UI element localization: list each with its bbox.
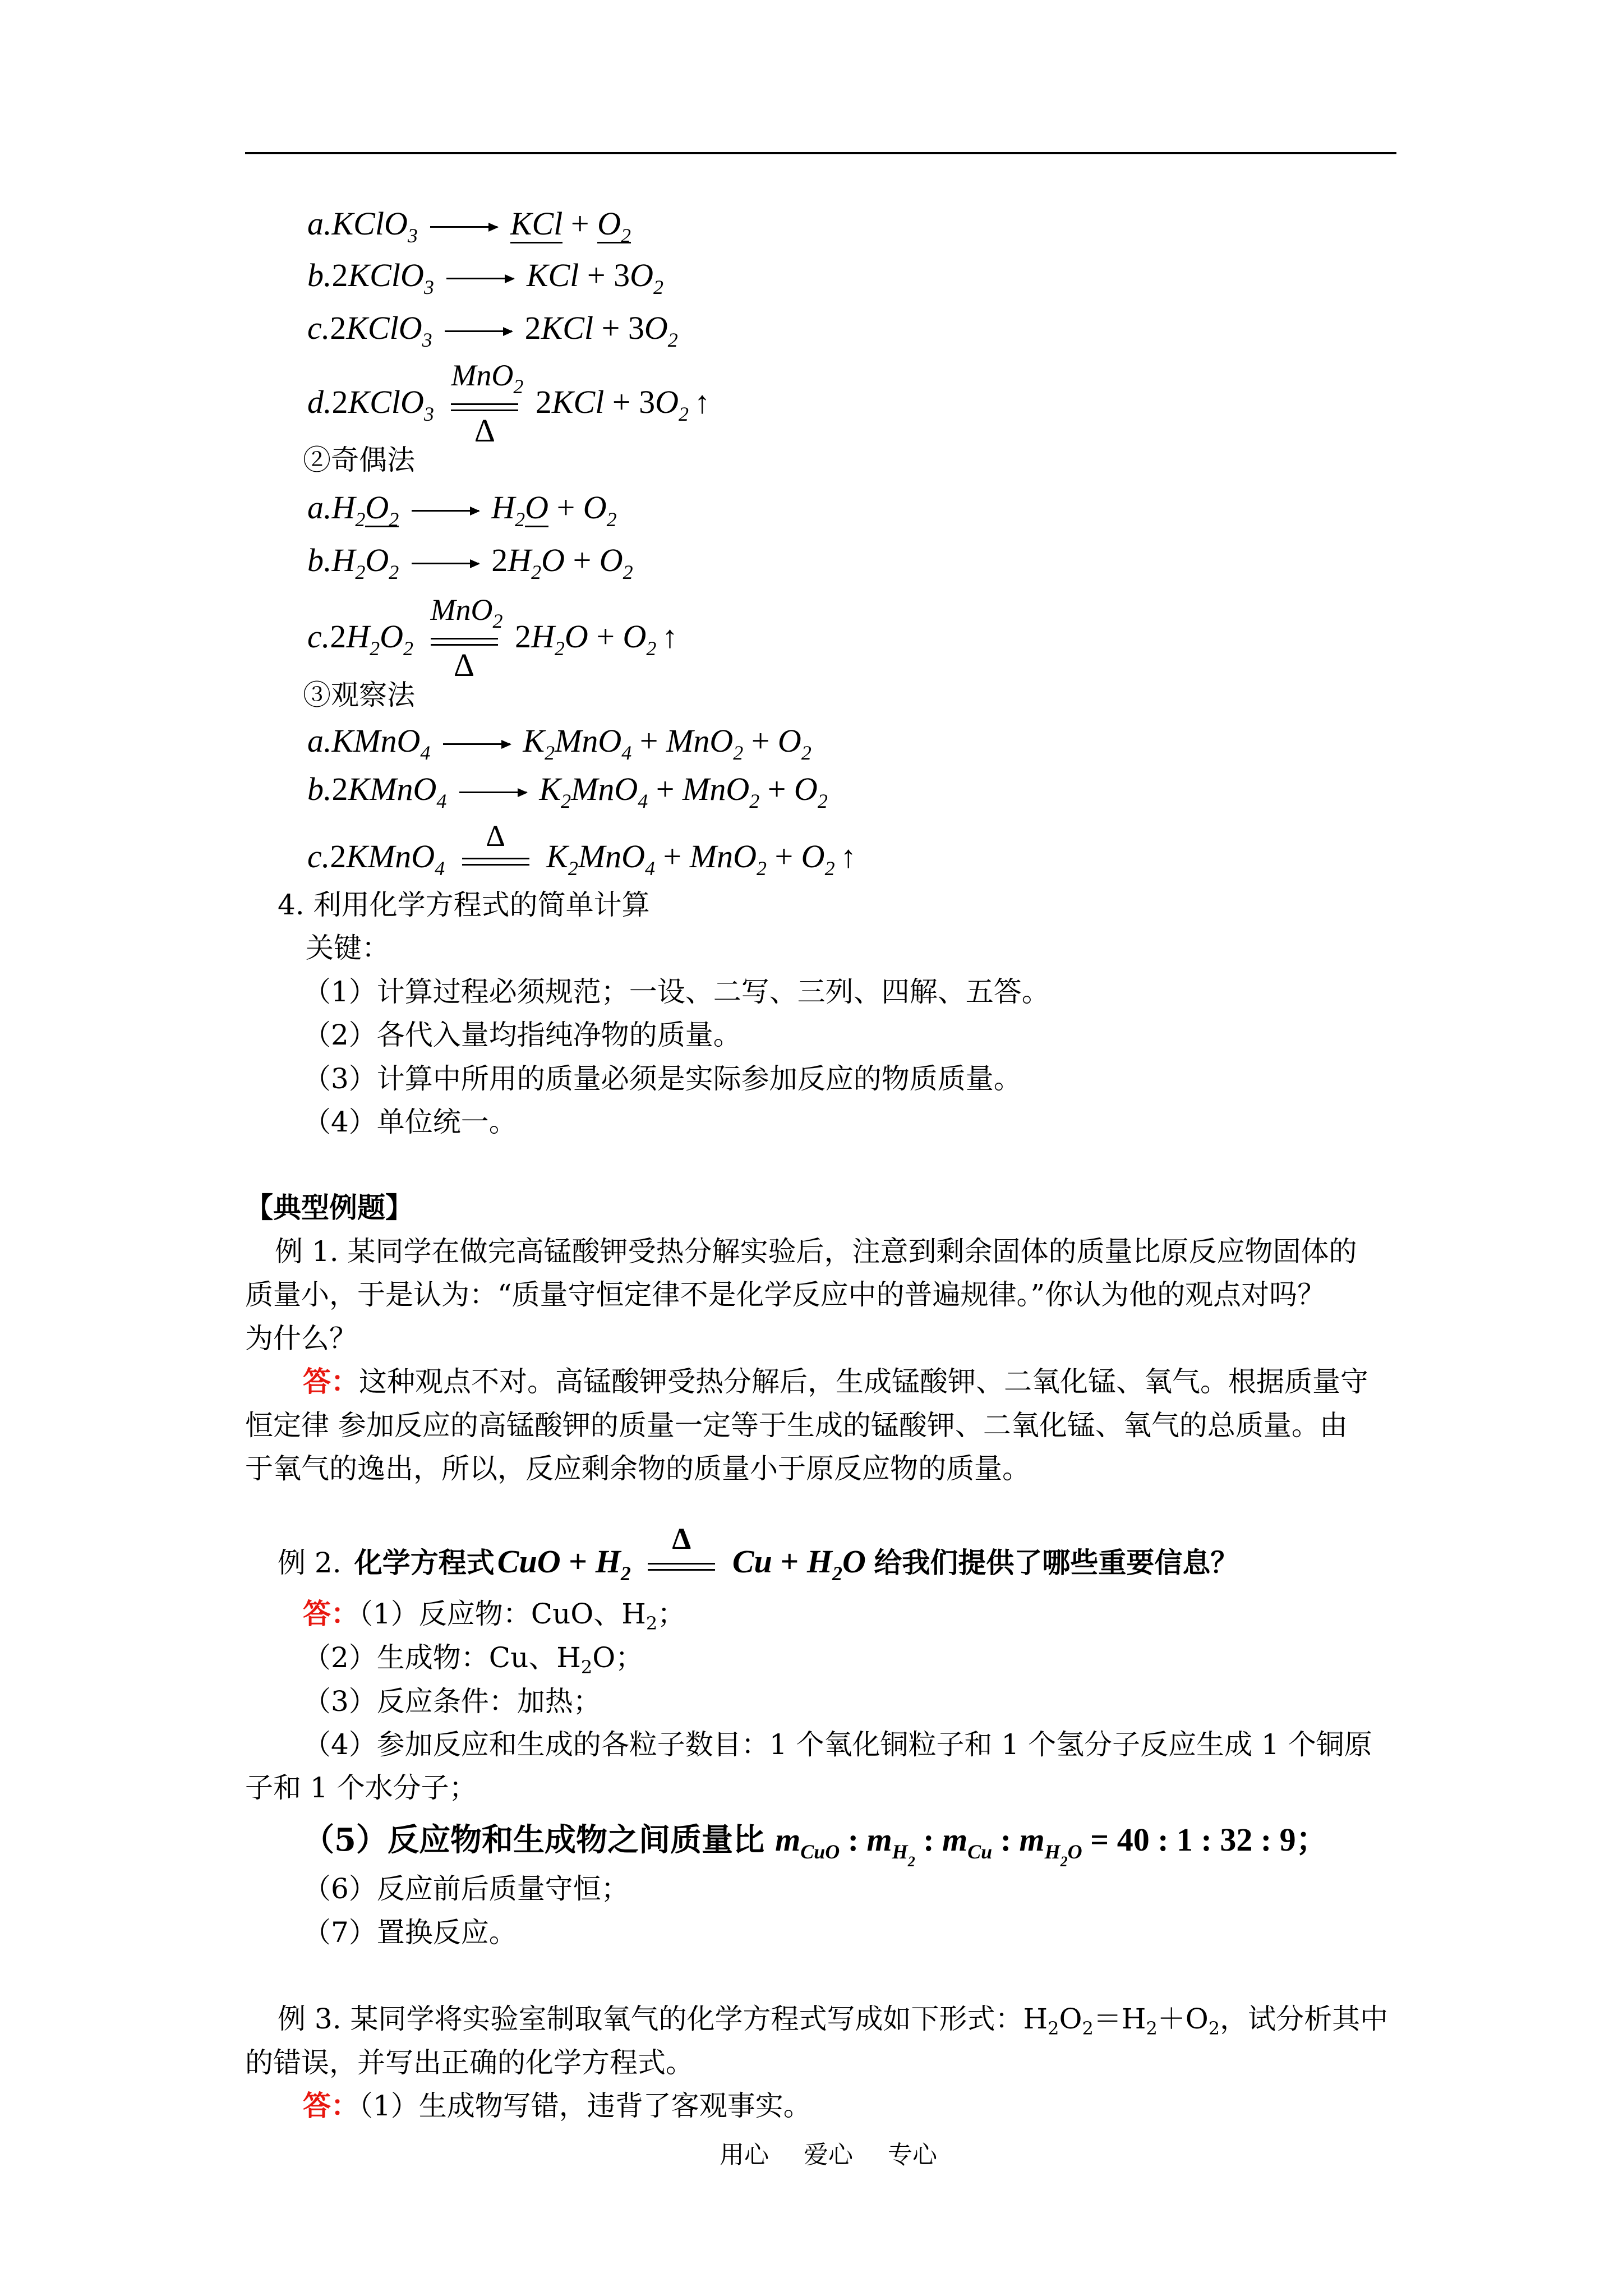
reaction-arrow (446, 278, 514, 279)
example2-question: 例 2. 化学方程式 CuO + $H_2$ Δ $Cu + H_2O$ 给我们提供了哪些重要信息？ (278, 1521, 1239, 1585)
equation-m3c: c.2KMnO$_4$ Δ $K_2MnO_4 + MnO_2 + O_2$ ↑ (307, 818, 856, 880)
example2-answer-line: （3）反应条件：加热； (303, 1685, 601, 1718)
reaction-arrow (412, 563, 479, 564)
section4-item: （3）计算中所用的质量必须是实际参加反应的物质质量。 (303, 1062, 1022, 1095)
equation-b: b.2KClO$_3$ KCl + $3O_2$ (307, 257, 663, 298)
example1-answer-line: 答：这种观点不对。高锰酸钾受热分解后，生成锰酸钾、二氧化锰、氧气。根据质量守 (303, 1365, 1368, 1398)
example1-question-line: 为什么？ (245, 1322, 357, 1355)
answer-label: 答： (303, 1597, 359, 1630)
reaction-arrow (443, 743, 510, 745)
equation-d: d.2KClO$_3$ MnO$_2$ Δ $2KCl + 3O_2$ ↑ (307, 358, 710, 449)
example1-question-line: 质量小，于是认为：“质量守恒定律不是化学反应中的普遍规律。”你认为他的观点对吗？ (245, 1278, 1326, 1311)
reaction-arrow (412, 510, 479, 512)
footer-word: 爱心 (804, 2141, 853, 2169)
header-rule (245, 152, 1396, 154)
condition-equals: Δ (648, 1559, 715, 1571)
answer-label: 答： (303, 1365, 359, 1398)
example3-answer-line: 答：（1）生成物写错，违背了客观事实。 (303, 2089, 811, 2122)
condition-equals: Δ (462, 854, 529, 866)
method3-title: ③观察法 (303, 679, 415, 711)
reaction-arrow (459, 792, 527, 793)
reaction-arrow (445, 330, 512, 332)
example2-mass-ratio: （5）反应物和生成物之间质量比 $m_{CuO}$ : $m_{H_2}$ : $m_{Cu}$ : $m_{H_2O} = 40$ : 1 : 32 : 9； (303, 1821, 1329, 1870)
condition-equals: MnO$_2$ Δ (451, 358, 524, 449)
example1-answer-line: 于氧气的逸出，所以，反应剩余物的质量小于原反应物的质量。 (245, 1452, 1030, 1485)
example2-answer-line: （7）置换反应。 (303, 1916, 517, 1949)
example2-answer-line: （4）参加反应和生成的各粒子数目：1 个氧化铜粒子和 1 个氢分子反应生成 1 个铜原 (303, 1728, 1372, 1761)
example1-question-line: 例 1. 某同学在做完高锰酸钾受热分解实验后，注意到剩余固体的质量比原反应物固体的 (275, 1235, 1357, 1268)
example2-answer-line: （6）反应前后质量守恒； (303, 1872, 629, 1905)
condition-equals: MnO$_2$ Δ (430, 592, 503, 683)
gas-arrow-icon: ↑ (694, 385, 710, 420)
equation-m2c: $c.2H_2O_2$ MnO$_2$ Δ $2H_2O + O_2$ ↑ (307, 592, 678, 683)
equation-m3b: b.2KMnO$_4$ $K_2MnO_4 + MnO_2 + O_2$ (307, 771, 828, 812)
example2-answer-line: （2）生成物：Cu、$H_2O$； (303, 1641, 644, 1678)
page-footer (720, 2134, 964, 2170)
example1-answer-line: 恒定律 参加反应的高锰酸钾的质量一定等于生成的锰酸钾、二氧化锰、氧气的总质量。由 (245, 1409, 1348, 1442)
examples-heading: 【典型例题】 (245, 1191, 413, 1224)
example3-question-line: 例 3. 某同学将实验室制取氧气的化学方程式写成如下形式：$H_2O_2=H_2+O_2$，试分析其中 (278, 2003, 1389, 2039)
gas-arrow-icon: ↑ (840, 840, 856, 875)
section4-item: （2）各代入量均指纯净物的质量。 (303, 1019, 741, 1051)
example2-equation: CuO + $H_2$ Δ $Cu + H_2O$ (497, 1521, 866, 1585)
equation-m2a: $a.H_2O_2$ $H_2O + O_2$ (307, 489, 617, 531)
reaction-arrow (430, 226, 497, 228)
section4-title: 4. 利用化学方程式的简单计算 (278, 889, 650, 921)
example2-answer-line: 答：（1）反应物：CuO、$H_2$； (303, 1597, 686, 1634)
section4-item: （4）单位统一。 (303, 1106, 517, 1138)
answer-label: 答： (303, 2089, 359, 2122)
equation-c: c.2KClO$_3$ $2KCl + 3O_2$ (307, 310, 678, 351)
equation-m3a: a.KMnO$_4$ $K_2MnO_4 + MnO_2 + O_2$ (307, 723, 811, 764)
example3-question-line: 的错误，并写出正确的化学方程式。 (245, 2046, 694, 2079)
section4-item: （1）计算过程必须规范；一设、二写、三列、四解、五答。 (303, 976, 1050, 1008)
method2-title: ②奇偶法 (303, 444, 415, 476)
footer-word: 专心 (888, 2141, 937, 2169)
equation-a: a.KClO$_3$ KCl + $O_2$ (307, 205, 631, 247)
example2-answer-line: 子和 1 个水分子； (245, 1772, 477, 1804)
gas-arrow-icon: ↑ (662, 620, 678, 655)
section4-key: 关键： (306, 932, 390, 964)
equation-m2b: $b.H_2O_2$ $2H_2O + O_2$ (307, 542, 633, 583)
footer-word: 用心 (720, 2141, 769, 2169)
